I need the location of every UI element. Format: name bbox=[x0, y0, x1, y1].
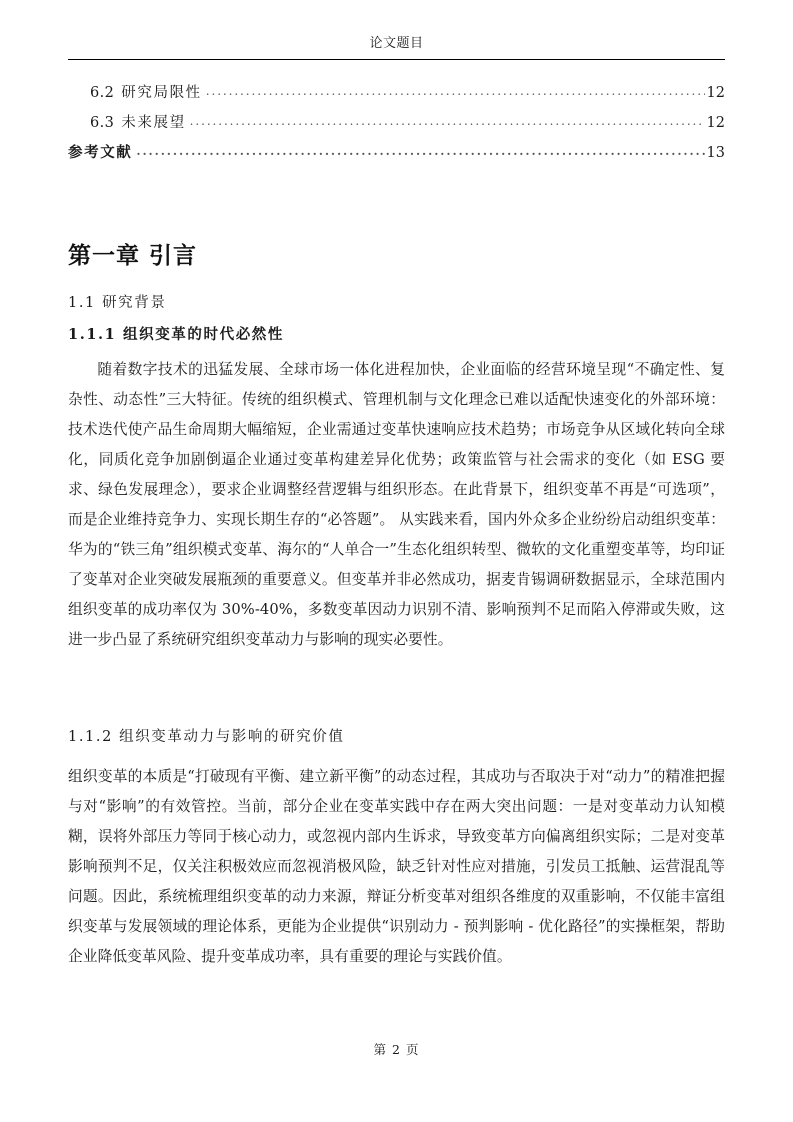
paragraph-1-1-1-body: 随着数字技术的迅猛发展、全球市场一体化进程加快，企业面临的经营环境呈现“不确定性、复杂性、动态性”三大特征。传统的组织模式、管理机制与文化理念已难以适配快速变化的外部环境：技术迭代使产品生命周期大幅缩短，企业需通过变革快速响应技术趋势；市场竞争从区域化转向全球化，同质化竞争加剧倒逼企业通过变革构建差异化优势；政策监管与社会需求的变化（如 ESG 要求、绿色发展理念），要求企业调整经营逻辑与组织形态。在此背景下，组织变革不再是“可选项”，而是企业维持竞争力、实现长期生存的“必答题”。 从实践来看，国内外众多企业纷纷启动组织变革：华为的“铁三角”组织模式变革、海尔的“人单合一”生态化组织转型、微软的文化重塑变革等，均印证了变革对企业突破发展瓶颈的重要意义。但变革并非必然成功，据麦肯锡调研数据显示，全球范围内组织变革的成功率仅为 30%-40%，多数变革因动力识别不清、影响预判不足而陷入停滞或失败，这进一步凸显了系统研究组织变革动力与影响的现实必要性。 bbox=[68, 361, 725, 648]
toc-entry-label: 参考文献 bbox=[68, 144, 133, 161]
chapter-title: 第一章 引言 bbox=[68, 243, 198, 269]
toc-list bbox=[68, 86, 725, 176]
toc-entry-label: 研究局限性 bbox=[121, 85, 202, 101]
toc-leader-dots bbox=[136, 145, 704, 157]
running-header: 论文题目 bbox=[369, 36, 424, 51]
section-heading-1-1: 1.1 研究背景 bbox=[68, 295, 167, 311]
toc-leader-dots bbox=[206, 85, 705, 97]
toc-leader-dots bbox=[190, 115, 705, 127]
header-divider bbox=[68, 59, 725, 60]
toc-entry[interactable] bbox=[68, 146, 725, 176]
toc-entry-number: 6.2 bbox=[90, 85, 115, 101]
toc-entry[interactable] bbox=[68, 116, 725, 146]
toc-entry-page-number: 13 bbox=[706, 145, 725, 161]
toc-entry-page-number: 12 bbox=[706, 115, 725, 131]
toc-entry[interactable] bbox=[68, 86, 725, 116]
toc-tail bbox=[68, 86, 725, 176]
paragraph-1-1-2-body: 组织变革的本质是“打破现有平衡、建立新平衡”的动态过程，其成功与否取决于对“动力”的精准把握与对“影响”的有效管控。当前，部分企业在变革实践中存在两大突出问题：一是对变革动力认知模糊，误将外部压力等同于核心动力，或忽视内部内生诉求，导致变革方向偏离组织实际；二是对变革影响预判不足，仅关注积极效应而忽视消极风险，缺乏针对性应对措施，引发员工抵触、运营混乱等问题。因此，系统梳理组织变革的动力来源，辩证分析变革对组织各维度的双重影响，不仅能丰富组织变革与发展领域的理论体系，更能为企业提供“识别动力 - 预判影响 - 优化路径”的实操框架，帮助企业降低变革风险、提升变革成功率，具有重要的理论与实践价值。 bbox=[68, 768, 725, 965]
toc-entry-label: 未来展望 bbox=[121, 115, 186, 131]
section-heading-1-1-1: 1.1.1 组织变革的时代必然性 bbox=[68, 326, 285, 343]
page-footer: 第 2 页 bbox=[373, 1042, 420, 1057]
section-heading-1-1-2: 1.1.2 组织变革动力与影响的研究价值 bbox=[68, 729, 345, 745]
toc-entry-number: 6.3 bbox=[90, 115, 115, 131]
toc-entry-page-number: 12 bbox=[706, 85, 725, 101]
